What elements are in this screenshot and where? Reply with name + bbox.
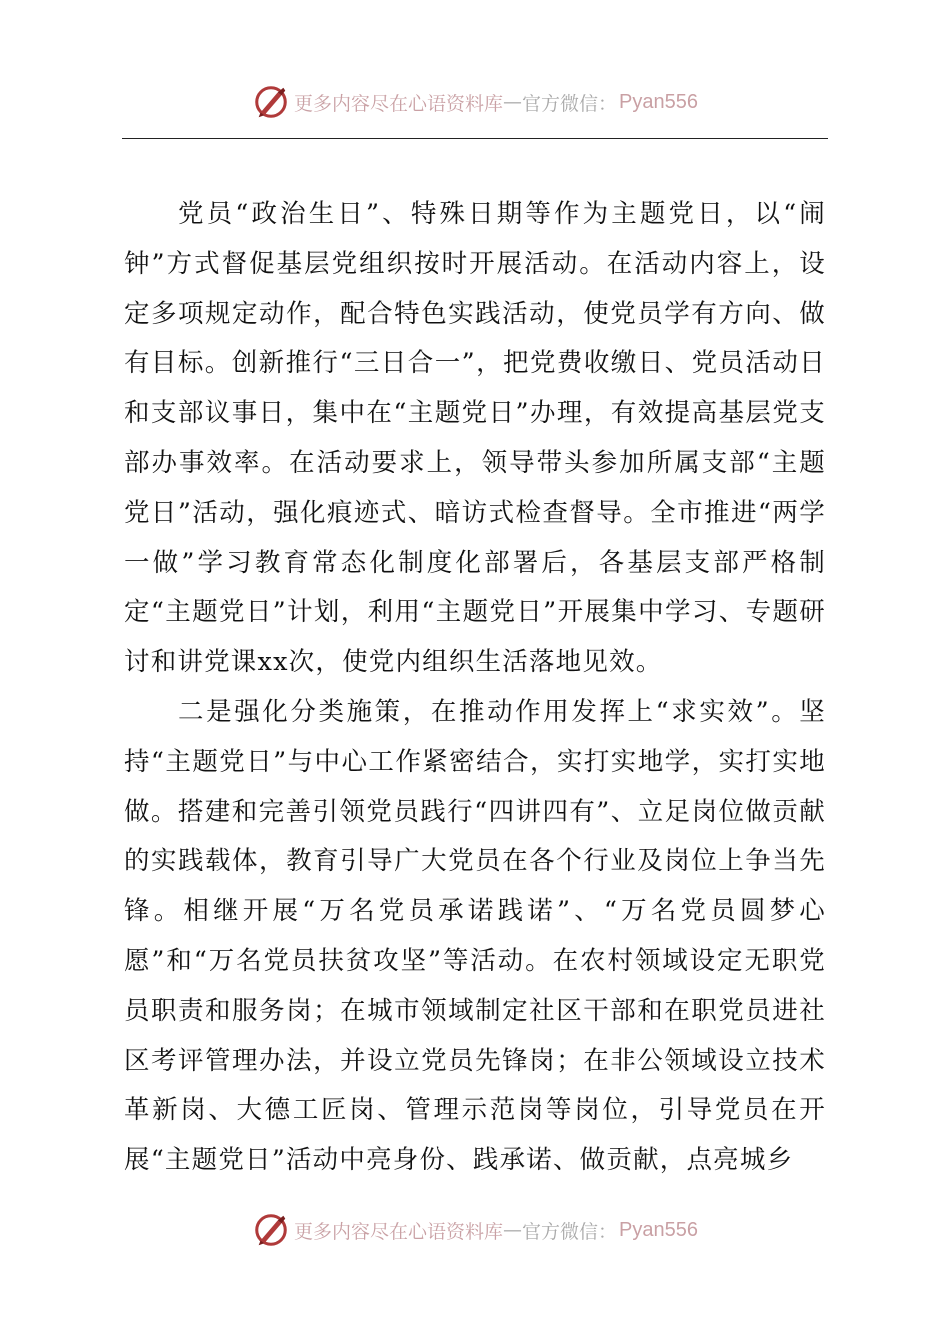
header-separator: — bbox=[503, 91, 523, 113]
header-banner bbox=[0, 80, 950, 124]
pen-circle-logo-icon bbox=[252, 1211, 290, 1249]
header-wechat-id: Pyan556 bbox=[619, 90, 698, 113]
header-wechat-label: 官方微信： bbox=[522, 92, 618, 115]
footer-wechat-id: Pyan556 bbox=[619, 1218, 698, 1241]
footer-separator: — bbox=[503, 1219, 523, 1241]
document-body bbox=[124, 190, 826, 1186]
footer-wechat-label: 官方微信： bbox=[522, 1220, 618, 1243]
header-divider bbox=[122, 138, 828, 139]
footer-banner bbox=[0, 1208, 950, 1252]
body-paragraph-2: 二是强化分类施策，在推动作用发挥上“求实效”。坚持“主题党日”与中心工作紧密结合，实打实地学，实打实地做。搭建和完善引领党员践行“四讲四有”、立足岗位做贡献的实践载体，教育引导广大党员在各个行业及岗位上争当先锋。相继开展“万名党员承诺践诺”、“万名党员圆梦心愿”和“万名党员扶贫攻坚”等活动。在农村领域设定无职党员职责和服务岗；在城市领域制定社区干部和在职党员进社区考评管理办法，并设立党员先锋岗；在非公领域设立技术革新岗、大德工匠岗、管理示范岗等岗位，引导党员在开展“主题党日”活动中亮身份、践承诺、做贡献，点亮城乡 bbox=[124, 696, 826, 1176]
header-promo-text: 更多内容尽在心语资料库 bbox=[294, 92, 504, 115]
body-paragraph-1: 党员“政治生日”、特殊日期等作为主题党日，以“闹钟”方式督促基层党组织按时开展活动。在活动内容上，设定多项规定动作，配合特色实践活动，使党员学有方向、做有目标。创新推行“三日合一”，把党费收缴日、党员活动日和支部议事日，集中在“主题党日”办理，有效提高基层党支部办事效率。在活动要求上，领导带头参加所属支部“主题党日”活动，强化痕迹式、暗访式检查督导。全市推进“两学一做”学习教育常态化制度化部署后，各基层支部严格制定“主题党日”计划，利用“主题党日”开展集中学习、专题研讨和讲党课xx次，使党内组织生活落地见效。 bbox=[124, 199, 826, 678]
pen-circle-logo-icon bbox=[252, 83, 290, 121]
footer-promo-text: 更多内容尽在心语资料库 bbox=[294, 1220, 504, 1243]
